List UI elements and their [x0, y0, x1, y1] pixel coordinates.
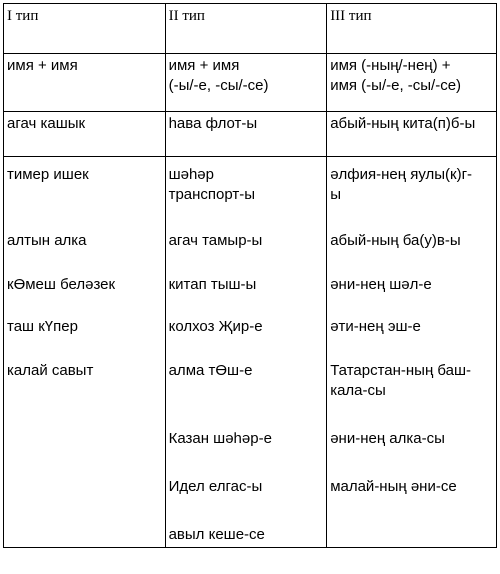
list-col-2 — [169, 165, 324, 541]
list-col-1 — [7, 165, 162, 541]
list-cell-3 — [327, 157, 497, 548]
example-text: абый-ның кита(п)б-ы — [330, 115, 476, 132]
header-type-3: III тип — [327, 4, 497, 54]
list-item: агач тамыр-ы — [168, 232, 263, 249]
list-item: алтын алка — [7, 232, 87, 249]
list-item: таш кҮпер — [7, 318, 78, 335]
list-item: абый-ның ба(у)в-ы — [330, 232, 461, 249]
rule-line: имя (-ы/-е, -сы/-се) — [330, 77, 462, 94]
list-item: әни-нең алка-сы — [330, 430, 445, 447]
rule-cell-1 — [4, 54, 166, 112]
list-item: әлфия-нең яулы(к)г- ы — [330, 166, 473, 203]
rule-cell-3 — [327, 54, 497, 112]
list-item: әни-нең шәл-е — [330, 276, 432, 293]
list-col-3 — [330, 165, 493, 541]
header-type-2: II тип — [165, 4, 327, 54]
list-item: әти-нең эш-е — [330, 318, 421, 335]
header-row — [4, 4, 497, 54]
list-item: китап тыш-ы — [168, 276, 257, 293]
list-item: колхоз Җир-е — [168, 318, 263, 335]
list-item: алма тӨш-е — [168, 362, 253, 379]
example-text: агач кашык — [7, 115, 86, 132]
list-item: Татарстан-ның баш- кала-сы — [330, 362, 472, 399]
list-item: калай савыт — [7, 362, 94, 379]
grammar-table — [3, 3, 497, 548]
rule-line: имя + имя — [168, 57, 240, 74]
list-cell-1 — [4, 157, 166, 548]
example-text: һава флот-ы — [168, 115, 258, 132]
example-row — [4, 112, 497, 157]
list-item: тимер ишек — [7, 166, 89, 183]
rule-line: имя (-ның/-нең) + — [330, 57, 451, 74]
list-row — [4, 157, 497, 548]
rule-line: имя + имя — [7, 57, 78, 74]
rule-row — [4, 54, 497, 112]
rule-cell-2 — [165, 54, 327, 112]
list-item: Казан шәһәр-е — [168, 430, 272, 447]
header-type-1: I тип — [4, 4, 166, 54]
list-item: авыл кеше-се — [168, 526, 265, 543]
list-item: малай-ның әни-се — [330, 478, 457, 495]
list-item: Идел елгас-ы — [168, 478, 263, 495]
example-cell-2 — [165, 112, 327, 157]
list-cell-2 — [165, 157, 327, 548]
list-item: шәһәр транспорт-ы — [168, 166, 256, 203]
list-item: кӨмеш беләзек — [7, 276, 116, 293]
rule-line: (-ы/-е, -сы/-се) — [168, 77, 269, 94]
example-cell-1 — [4, 112, 166, 157]
example-cell-3 — [327, 112, 497, 157]
